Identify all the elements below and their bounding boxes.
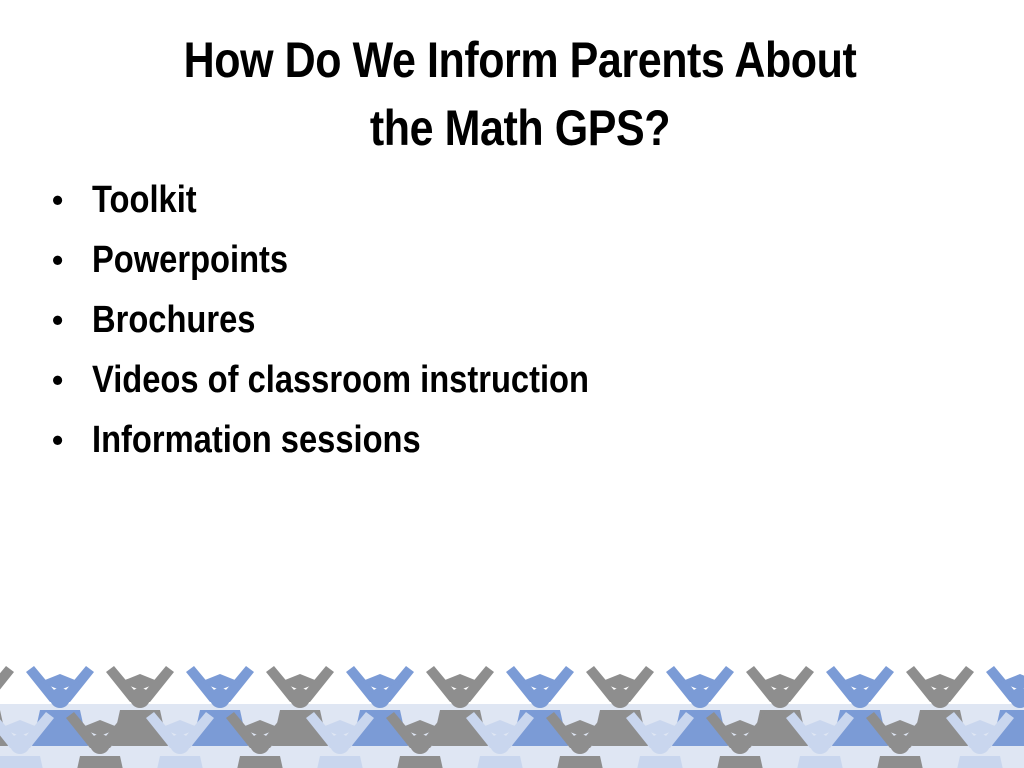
bullet-text: Information sessions	[92, 419, 421, 461]
bullet-dot-icon: •	[52, 422, 64, 458]
bullet-list	[52, 172, 952, 472]
bullet-text: Videos of classroom instruction	[92, 359, 589, 401]
bullet-dot-icon: •	[52, 242, 64, 278]
bullet-dot-icon: •	[52, 182, 64, 218]
bullet-item-information-sessions	[52, 412, 952, 472]
title-line-1: How Do We Inform Parents About	[183, 32, 857, 88]
bullet-item-toolkit	[52, 172, 952, 232]
title-line-2: the Math GPS?	[369, 100, 671, 156]
bullet-text: Powerpoints	[92, 239, 289, 281]
bullet-text: Toolkit	[92, 179, 197, 221]
bullet-item-videos	[52, 352, 952, 412]
graduate-figures-border	[0, 664, 1024, 768]
bullet-item-brochures	[52, 292, 952, 352]
bullet-dot-icon: •	[52, 302, 64, 338]
slide-title	[124, 26, 915, 162]
bullet-item-powerpoints	[52, 232, 952, 292]
bullet-dot-icon: •	[52, 362, 64, 398]
bullet-text: Brochures	[92, 299, 256, 341]
